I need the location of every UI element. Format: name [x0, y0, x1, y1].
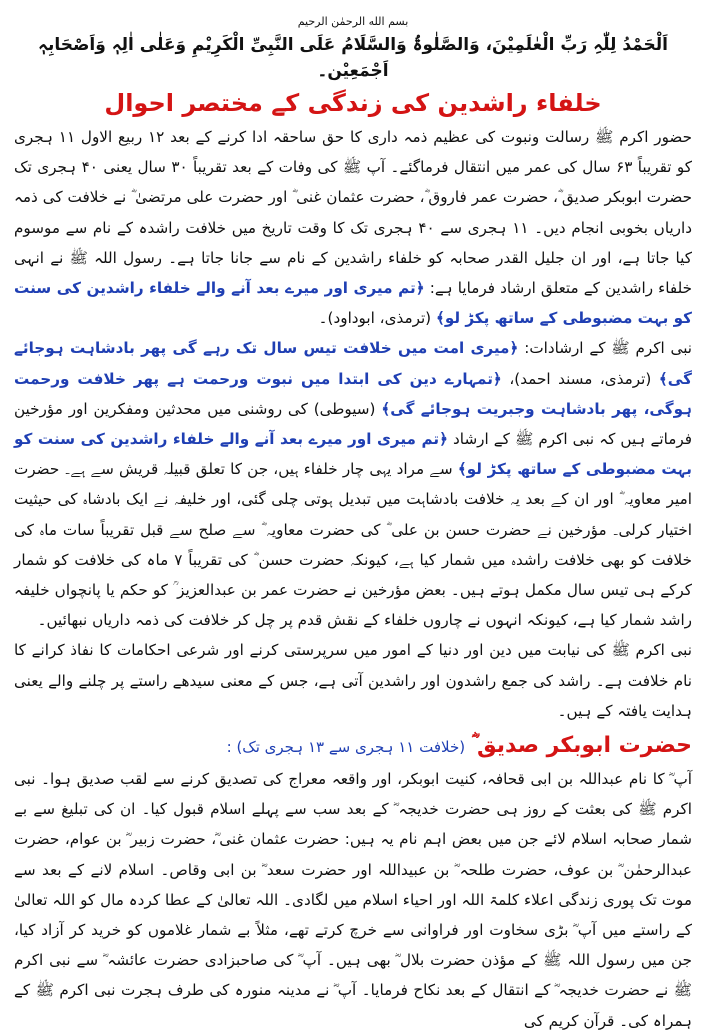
hadith-quote-3: ﴿تمہارے دین کی ابتدا میں نبوت ورحمت ہے پھر خلافت ورحمت ہوگی، پھر بادشاہت وجبریت ہوجائے گی﴾ [14, 369, 693, 418]
intro-paragraph [14, 122, 692, 333]
hadith-quote-2: ﴿میری امت میں خلافت تیس سال تک رہے گی پھر بادشاہت ہوجائے گی﴾ [14, 339, 693, 388]
page-title: خلفاء راشدین کی زندگی کے مختصر احوال [104, 89, 602, 117]
hadith-ref-1: (ترمذی، ابوداود)۔ [318, 309, 432, 328]
sayings-paragraph [14, 333, 692, 635]
hadith-ref-2: (ترمذی، مسند احمد)، [509, 369, 652, 388]
heading-abubakr-period: (خلافت ۱۱ ہجری سے ۱۳ ہجری تک) : [226, 738, 466, 757]
section-intro [14, 122, 692, 726]
hadith-quote-1: ﴿تم میری اور میرے بعد آنے والے خلفاء راشدین کی سنت کو بہت مضبوطی کے ساتھ پکڑ لو﴾ [14, 279, 692, 328]
section-abubakr [14, 764, 692, 1036]
hadith-quote-4: ﴿تم میری اور میرے بعد آنے والے خلفاء راشدین کی سنت کو بہت مضبوطی کے ساتھ پکڑ لو﴾ [14, 430, 693, 479]
section-heading-abubakr [14, 730, 692, 762]
caliphs-text: سے مراد یہی چار خلفاء ہیں، جن کا تعلق قبیلہ قریش سے ہے۔ حضرت امیر معاویہ ؓ اور ان کے بعد یہ خلافت بادشاہت میں تبدیل ہوتی چلی گئی، اور خلیفہ نے ایک بادشاہ کی حیثیت اختیار کرلی۔ مؤرخین نے حضرت حسن بن علی ؓ کی حضرت معاویہ ؓ سے صلح سے قبل تقریباً سات ماہ کی خلافت کو بھی خلافت راشدہ میں شمار کیا ہے، کیونکہ حضرت حسن ؓ کی تقریباً ۷ ماہ کی خلافت کو شمار کرکے ہی تیس سال مکمل ہوتے ہیں۔ بعض مؤرخین نے حضرت عمر بن عبدالعزیز ؒ کو حکم یا پانچواں خلیفہ راشد شمار کیا ہے، کیونکہ انہوں نے چاروں خلفاء کے نقش قدم پر چل کر خلافت کی ذمہ داریاں نبھائیں۔ [14, 460, 692, 630]
abubakr-paragraph: آپ ؓ کا نام عبداللہ بن ابی قحافہ، کنیت ابوبکر، اور واقعہ معراج کی تصدیق کرنے سے لقب صدیق ہوا۔ نبی اکرم ﷺ کی بعثت کے روز ہی حضرت خدیجہ ؓ کے بعد سب سے پہلے اسلام قبول کیا۔ ان کی تبلیغ سے بے شمار صحابہ اسلام لائے جن میں بعض اہم نام یہ ہیں: حضرت عثمان غنی ؓ، حضرت زبیر ؓ بن عوام، حضرت عبدالرحمٰن ؓ بن عوف، حضرت طلحہ ؓ بن عبیداللہ اور حضرت سعد ؓ بن ابی وقاص۔ اسلام لانے کے بعد سے موت تک پوری زندگی اعلاء کلمۃ اللہ اور احیاء اسلام میں لگادی۔ اللہ تعالیٰ کے عطا کردہ مال کو اللہ تعالیٰ کے راستے میں آپ ؓ بڑی سخاوت اور فراوانی سے خرچ کرتے تھے، مثلاً بے شمار غلاموں کو خرید کر آزاد کیا، جن میں رسول اللہ ﷺ کے مؤذن حضرت بلال ؓ بھی ہیں۔ آپ ؓ کی صاحبزادی حضرت عائشہ ؓ سے نبی اکرم ﷺ نے حضرت خدیجہ ؓ کے انتقال کے بعد نکاح فرمایا۔ آپ ؓ نے مدینہ منورہ کی طرف ہجرت نبی اکرم ﷺ کے ہمراہ کی۔ قرآن کریم کی [14, 770, 692, 1030]
bismillah-line: بسم الله الرحمٰن الرحیم [297, 15, 409, 28]
hamd-line: اَلْحَمْدُ لِلّٰہِ رَبِّ الْعٰلَمِیْنَ، وَالصَّلٰوۃُ وَالسَّلَامُ عَلَی النَّبِیِّ الْکَرِیْمِ وَعَلٰی اٰلِہٖ وَاَصْحَابِہٖ اَجْمَعِیْن۔ [37, 35, 669, 81]
sayings-intro: نبی اکرم ﷺ کے ارشادات: [524, 339, 693, 358]
heading-abubakr: حضرت ابوبکر صدیق ؓ [471, 733, 692, 759]
intro-text: حضور اکرم ﷺ رسالت ونبوت کی عظیم ذمہ داری کا حق ساحقہ ادا کرنے کے بعد ۱۲ ربیع الاول ۱۱ ہجری کو تقریباً ۶۳ سال کی عمر میں انتقال فرماگئے۔ آپ ﷺ کی وفات کے بعد تقریباً ۳۰ سال یعنی ۴۰ ہجری تک حضرت ابوبکر صدیق ؓ، حضرت عمر فاروق ؓ، حضرت عثمان غنی ؓ اور حضرت علی مرتضیٰ ؓ نے خلافت کی ذمہ داریاں بخوبی انجام دیں۔ ۱۱ ہجری سے ۴۰ ہجری تک کا وقت تاریخ میں خلافت راشدہ کے نام سے موسوم کیا جاتا ہے، اور ان جلیل القدر صحابہ کو خلفاء راشدین کے نام سے جانا جاتا ہے۔ رسول اللہ ﷺ نے انہی خلفاء راشدین کے متعلق ارشاد فرمایا ہے: [14, 128, 693, 298]
definition-paragraph: نبی اکرم ﷺ کی نیابت میں دین اور دنیا کے امور میں سرپرستی کرنے اور شرعی احکامات کا نفاذ کرانے کا نام خلافت ہے۔ راشد کی جمع راشدون اور راشدین آتی ہے، جس کے معنی سیدھے راستے پر چلنے والے یعنی ہدایت یافتہ کے ہیں۔ [14, 641, 692, 720]
hadith-ref-3: (سیوطی) کی روشنی میں محدثین ومفکرین اور مؤرخین فرماتے ہیں کہ نبی اکرم ﷺ کے ارشاد [14, 399, 693, 449]
